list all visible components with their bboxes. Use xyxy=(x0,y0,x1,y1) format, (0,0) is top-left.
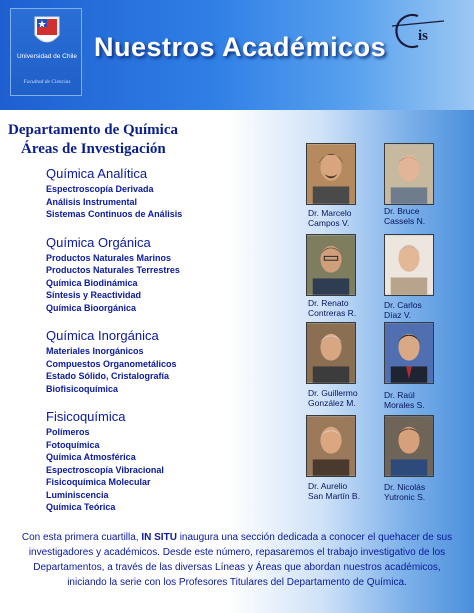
research-areas-list xyxy=(46,166,182,528)
academic-caption-san-martin xyxy=(308,481,360,501)
portrait-photo-diaz xyxy=(384,234,434,296)
intro-text-start: Con esta primera cuartilla, xyxy=(21,532,142,543)
research-areas-heading: Áreas de Investigación xyxy=(21,141,166,157)
area-item: Química Atmosférica xyxy=(46,452,136,462)
area-title: Química Analítica xyxy=(46,166,148,181)
academic-caption-morales xyxy=(384,390,425,410)
cis-logo xyxy=(388,12,448,50)
portrait-photo-morales xyxy=(384,322,434,384)
university-crest-icon xyxy=(33,15,61,49)
portrait-photo-san-martin xyxy=(306,415,356,477)
area-title: Química Inorgánica xyxy=(46,328,159,343)
academic-caption-diaz xyxy=(384,300,422,320)
area-title: Fisicoquímica xyxy=(46,409,126,424)
area-item: Biofisicoquímica xyxy=(46,383,119,394)
area-item: Luminiscencia xyxy=(46,489,109,500)
area-item: Materiales Inorgánicos xyxy=(46,346,144,356)
academic-name: Dr. Marcelo xyxy=(308,208,352,218)
area-group-inorganica xyxy=(46,328,182,395)
area-item: Espectroscopía Vibracional xyxy=(46,464,164,475)
academic-name: Dr. Aurelio xyxy=(308,481,348,491)
portrait-photo-campos xyxy=(306,143,356,205)
academic-surname: Morales S. xyxy=(384,400,425,410)
portrait-photo-gonzalez xyxy=(306,322,356,384)
academic-surname: Campos V. xyxy=(308,218,350,228)
area-item: Productos Naturales Terrestres xyxy=(46,265,180,275)
area-item: Productos Naturales Marinos xyxy=(46,252,172,263)
academic-name: Dr. Nicolás xyxy=(384,482,426,492)
academic-caption-cassels xyxy=(384,206,425,226)
academic-surname: Díaz V. xyxy=(384,310,412,320)
area-item: Química Biodinámica xyxy=(46,277,138,288)
area-item: Espectroscopía Derivada xyxy=(46,184,154,194)
area-item: Química Bioorgánica xyxy=(46,302,137,313)
academic-caption-yutronic xyxy=(384,482,425,502)
in-situ-highlight: IN SITU xyxy=(141,532,177,543)
portrait-photo-yutronic xyxy=(384,415,434,477)
department-name: Departamento de Química xyxy=(8,122,178,138)
department-heading xyxy=(8,121,178,159)
academic-caption-gonzalez xyxy=(308,388,358,408)
academic-name: Dr. Carlos xyxy=(384,300,422,310)
area-group-analitica xyxy=(46,166,182,221)
area-item: Polímeros xyxy=(46,427,90,437)
area-item: Fotoquímica xyxy=(46,439,100,450)
area-item: Fisicoquímica Molecular xyxy=(46,477,151,487)
portrait-photo-contreras xyxy=(306,234,356,296)
academic-surname: González M. xyxy=(308,398,356,408)
academic-name: Dr. Bruce xyxy=(384,206,420,216)
academic-name: Dr. Renato xyxy=(308,298,349,308)
area-item: Estado Sólido, Cristalografía xyxy=(46,371,170,381)
header-banner xyxy=(0,0,474,110)
area-item: Síntesis y Reactividad xyxy=(46,290,142,300)
academic-surname: San Martín B. xyxy=(308,491,360,501)
universidad-de-chile-logo xyxy=(10,8,82,96)
academic-name: Dr. Guillermo xyxy=(308,388,358,398)
page-title: Nuestros Académicos xyxy=(94,32,387,62)
academic-caption-campos xyxy=(308,208,351,228)
area-item: Química Teórica xyxy=(46,502,116,512)
uchile-logo-subtext: Facultad de Ciencias xyxy=(23,79,71,85)
area-item: Compuestos Organometálicos xyxy=(46,358,177,369)
area-item: Sistemas Continuos de Análisis xyxy=(46,209,183,219)
academic-name: Dr. Raúl xyxy=(384,390,415,400)
intro-paragraph xyxy=(14,530,460,590)
cis-logo-text: is xyxy=(418,28,429,44)
area-group-fisicoquimica xyxy=(46,409,182,514)
area-title: Química Orgánica xyxy=(46,234,151,250)
intro-text-rest: inaugura una sección dedicada a conocer el quehacer de sus investigadores y académicos. Desde este número, repasaremos el trabajo investigativo de los Departamentos, a través de las diversas Líneas y Áreas que abordan nuestros académicos, iniciando la serie con los Profesores Titulares del Departamento de Química. xyxy=(28,532,453,588)
academic-caption-contreras xyxy=(308,298,356,318)
academic-surname: Cassels N. xyxy=(384,216,426,226)
academic-surname: Yutronic S. xyxy=(384,492,426,502)
uchile-logo-text: Universidad de Chile xyxy=(17,53,77,60)
area-group-organica xyxy=(46,235,182,315)
portrait-photo-cassels xyxy=(384,143,434,205)
area-item: Análisis Instrumental xyxy=(46,196,138,207)
academic-surname: Contreras R. xyxy=(308,308,357,318)
